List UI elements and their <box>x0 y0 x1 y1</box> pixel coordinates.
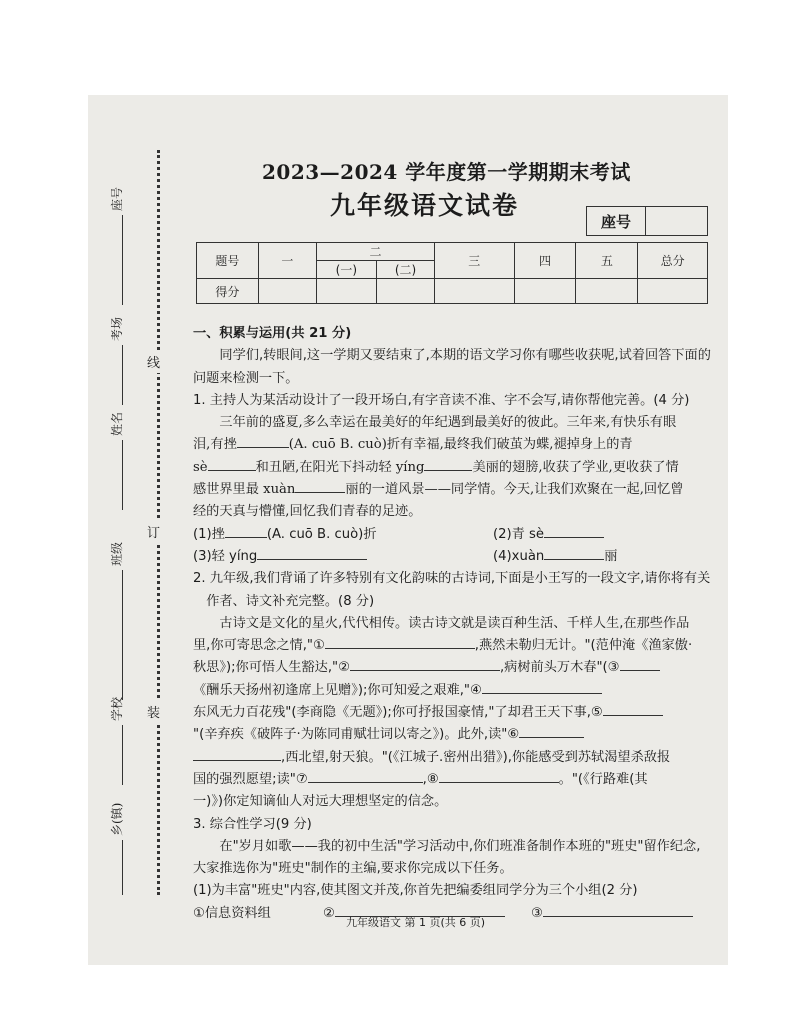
page-footer: 九年级语文 第 1 页(共 6 页) <box>346 916 486 929</box>
name-label-vertical <box>108 412 125 510</box>
score-cell-2b[interactable] <box>376 279 434 304</box>
q3-group-1: ①信息资料组 <box>193 905 271 921</box>
class-label-vertical <box>108 542 125 700</box>
score-cell-1[interactable] <box>258 279 316 304</box>
q1-answer-label: (2)青 sè <box>493 526 545 542</box>
school-field-label: 学校 <box>110 696 124 721</box>
q2-blank-5[interactable] <box>603 703 663 716</box>
q2-text: 《酬乐天扬州初逢席上见赠》);你可知爱之艰难,"④ <box>193 682 482 698</box>
exam-room-field-label: 考场 <box>110 316 124 341</box>
score-cell-5[interactable] <box>576 279 638 304</box>
q1-passage-line3 <box>193 457 713 479</box>
town-label-vertical <box>108 803 125 895</box>
section-heading: 一、积累与运用(共 21 分) <box>193 326 352 341</box>
q1-passage-line1: 三年前的盛夏,多么幸运在最美好的年纪遇到最美好的彼此。三年来,有快乐有眼 <box>219 415 677 431</box>
q2-line3 <box>193 657 713 679</box>
q2-blank-2[interactable] <box>350 658 500 671</box>
q1-text: sè <box>193 459 208 475</box>
exam-subtitle: 九年级语文试卷 <box>330 191 520 220</box>
q1-stem: 1. 主持人为某活动设计了一段开场白,有字音读不准、字不会写,请你帮他完善。(4 分) <box>193 392 690 408</box>
q1-answer-3-blank[interactable] <box>257 547 367 560</box>
seat-number-box <box>586 206 708 236</box>
q2-line8 <box>193 769 713 791</box>
q2-blank-1[interactable] <box>325 636 475 649</box>
q2-text: 东风无力百花残"(李商隐《无题》);你可抒报国豪情,"了却君王天下事,⑤ <box>193 705 603 721</box>
binding-char-order: 订 <box>147 520 160 543</box>
q3-stem: 3. 综合性学习(9 分) <box>193 816 312 832</box>
q1-answer-label: (A. cuō B. cuò)折 <box>266 526 377 542</box>
q1-answer-1-blank[interactable] <box>225 525 267 538</box>
exam-title: 2023—2024 学年度第一学期期末考试 <box>262 160 631 184</box>
q2-blank-6b[interactable] <box>193 748 281 761</box>
town-blank <box>110 840 123 895</box>
name-blank <box>110 440 123 510</box>
q2-text: ,病树前头万木春"(③ <box>499 660 620 676</box>
q1-text: 美丽的翅膀,收获了学业,更收获了情 <box>472 459 679 475</box>
q1-answers-row2 <box>193 546 713 568</box>
q1-blank-xuan[interactable] <box>295 480 345 493</box>
binding-char-line: 线 <box>147 350 160 373</box>
q2-blank-3[interactable] <box>620 658 660 671</box>
score-col-5: 五 <box>576 243 638 279</box>
score-col-1: 一 <box>258 243 316 279</box>
score-col-4: 四 <box>514 243 576 279</box>
exam-room-blank <box>110 345 123 405</box>
q1-passage-line2 <box>193 434 713 456</box>
seat-blank <box>110 215 123 305</box>
q3-group-3-blank[interactable] <box>543 904 693 917</box>
score-table <box>196 242 708 304</box>
school-label-vertical <box>108 697 125 785</box>
score-cell-3[interactable] <box>435 279 514 304</box>
q2-line1: 古诗文是文化的星火,代代相传。读古诗文就是读百种生活、千样人生,在那些作品 <box>219 615 690 631</box>
q1-blank-se[interactable] <box>208 458 256 471</box>
q2-stem: 2. 九年级,我们背诵了许多特别有文化韵味的古诗词,下面是小王写的一段文字,请你将有关作者、诗文补充完整。(8 分) <box>193 571 711 609</box>
question-content <box>193 323 713 925</box>
q2-line9: 一)》)你定知谪仙人对远大理想坚定的信念。 <box>193 794 448 810</box>
q1-answer-label: (1)挫 <box>193 526 225 542</box>
q2-text: 国的强烈愿望;读"⑦ <box>193 771 308 787</box>
q1-text: 和丑陋,在阳光下抖动轻 yíng <box>255 459 425 475</box>
q2-text: 秋思》);你可悟人生豁达,"② <box>193 660 350 676</box>
seat-number-input[interactable] <box>646 207 707 235</box>
q2-blank-8[interactable] <box>439 770 559 783</box>
q2-line2 <box>193 635 713 657</box>
q2-text: ,⑧ <box>422 771 439 787</box>
q2-blank-4[interactable] <box>482 681 602 694</box>
q2-line5 <box>193 702 713 724</box>
q2-text: ,西北望,射天狼。"(《江城子.密州出猎》),你能感受到苏轼渴望杀敌报 <box>281 749 671 765</box>
section-intro: 同学们,转眼间,这一学期又要结束了,本期的语文学习你有哪些收获呢,试着回答下面的问题来检测一下。 <box>193 348 711 386</box>
score-col-2: 二 <box>316 243 434 261</box>
q1-passage <box>193 412 713 523</box>
q3-group-3-label: ③ <box>531 905 543 921</box>
q1-text: 泪,有挫 <box>193 437 237 453</box>
q1-answer-label: 丽 <box>604 548 618 564</box>
q1-passage-line5: 经的天真与懵懂,回忆我们青春的足迹。 <box>193 504 422 520</box>
q2-blank-7[interactable] <box>308 770 423 783</box>
q1-text: 感世界里最 xuàn <box>193 482 296 498</box>
seat-field-label: 座号 <box>110 186 124 211</box>
score-cell-2a[interactable] <box>316 279 376 304</box>
q1-answer-label: (4)xuàn <box>493 548 545 564</box>
q2-line6 <box>193 724 713 746</box>
q3-passage: 在"岁月如歌——我的初中生活"学习活动中,你们班准备制作本班的"班史"留作纪念,大家推选你为"班史"制作的主编,要求你完成以下任务。 <box>193 838 701 877</box>
seat-number-label: 座号 <box>587 207 646 235</box>
score-col-2b: (二) <box>376 261 434 279</box>
q2-blank-6[interactable] <box>519 725 584 738</box>
town-field-label: 乡(镇) <box>110 802 124 836</box>
q2-text: "(辛弃疾《破阵子·为陈同甫赋壮词以寄之》)。此外,读"⑥ <box>193 727 520 743</box>
q2-line4 <box>193 680 713 702</box>
score-header-question: 题号 <box>197 243 259 279</box>
binding-char-bind: 装 <box>147 700 160 723</box>
q2-line7 <box>193 747 713 769</box>
score-col-total: 总分 <box>638 243 708 279</box>
q3-task1: (1)为丰富"班史"内容,使其图文并茂,你首先把编委组同学分为三个小组(2 分) <box>193 883 638 899</box>
q1-text: 丽的一道风景——同学情。今天,让我们欢聚在一起,回忆曾 <box>345 482 684 498</box>
name-field-label: 姓名 <box>110 411 124 436</box>
score-col-3: 三 <box>435 243 514 279</box>
seat-label-vertical <box>108 187 125 305</box>
score-cell-4[interactable] <box>514 279 576 304</box>
class-blank <box>110 570 123 700</box>
q1-blank-ying[interactable] <box>424 458 472 471</box>
score-header-score: 得分 <box>197 279 259 304</box>
q2-text: 里,你可寄思念之情,"① <box>193 638 325 654</box>
score-cell-total[interactable] <box>638 279 708 304</box>
q1-answers-row1 <box>193 524 713 546</box>
q3-group-2-label: ② <box>323 905 335 921</box>
class-field-label: 班级 <box>110 541 124 566</box>
q1-text: (A. cuō B. cuò)折有幸福,最终我们破茧为蝶,褪掉身上的青 <box>288 437 633 453</box>
exam-room-label-vertical <box>108 317 125 405</box>
q2-text: ,燕然未勒归无计。"(范仲淹《渔家傲· <box>474 638 693 654</box>
q1-answer-label: (3)轻 yíng <box>193 548 258 564</box>
score-col-2a: (一) <box>316 261 376 279</box>
q2-text: 。"(《行路难(其 <box>558 771 648 787</box>
q1-blank-cuo[interactable] <box>237 435 289 448</box>
q1-answer-4-blank[interactable] <box>544 547 604 560</box>
q1-passage-line4 <box>193 479 713 501</box>
q1-answer-2-blank[interactable] <box>544 525 604 538</box>
school-blank <box>110 725 123 785</box>
